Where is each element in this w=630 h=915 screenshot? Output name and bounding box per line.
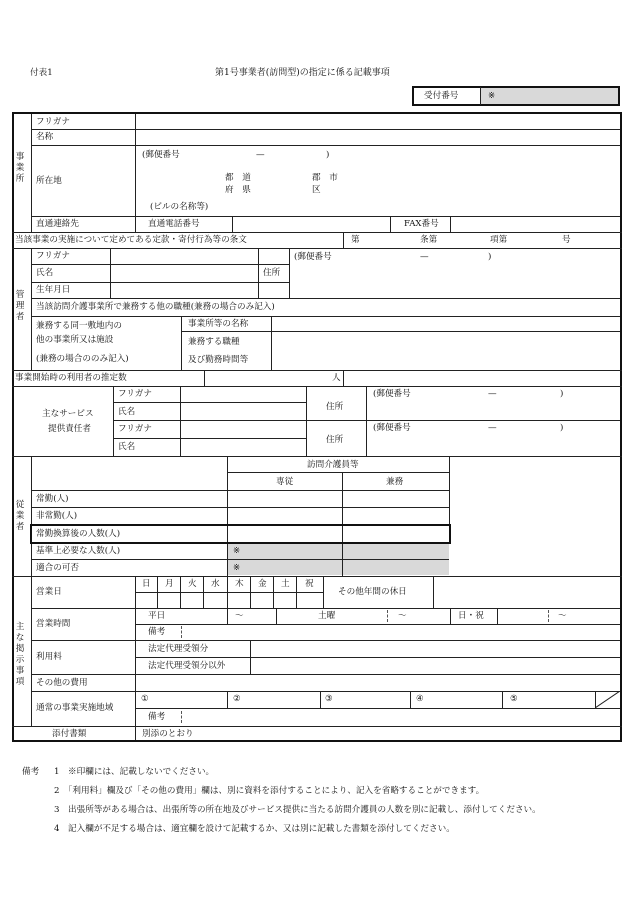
provider-1-postal-close: ): [560, 389, 564, 399]
provider-label-line-2: 提供責任者: [48, 424, 91, 434]
articles-ko: 項第: [490, 235, 508, 245]
day-fri: 金: [258, 579, 267, 589]
day-thu: 木: [235, 579, 244, 589]
office-name-label: 名称: [36, 132, 54, 142]
fee-statutory-label: 法定代理受領分: [148, 644, 209, 654]
provider-2-address-label: 住所: [326, 435, 344, 445]
receipt-shade: [481, 88, 618, 104]
manager-side-label: 管理者: [15, 290, 25, 322]
hours-sunday-label: 日・祝: [458, 611, 484, 621]
manager-office-name-label: 事業所等の名称: [188, 319, 249, 329]
office-city-2: 区: [312, 185, 321, 195]
provider-1-postal-open: (郵便番号: [373, 389, 411, 399]
day-mon: 月: [165, 579, 174, 589]
manager-other-line-1: 兼務する同一敷地内の: [36, 321, 122, 331]
manager-other-line-2: 他の事業所又は施設: [36, 335, 114, 345]
provider-1-furigana-label: フリガナ: [118, 389, 152, 399]
office-postal-close: ): [326, 150, 330, 160]
articles-jo: 条第: [420, 235, 438, 245]
note-line-2: 2 「利用料」欄及び「その他の費用」欄は、別に資料を添付することにより、記入を省略することができます。: [54, 786, 485, 796]
fee-label: 利用料: [36, 652, 62, 662]
manager-postal-dash: —: [420, 252, 429, 262]
manager-postal-close: ): [488, 252, 492, 262]
items-side-label: 主な掲示事項: [15, 622, 25, 687]
staff-side-label: 従業者: [15, 500, 25, 532]
articles-go: 号: [562, 235, 571, 245]
articles-dai: 第: [351, 235, 360, 245]
fee-other-label: 法定代理受領分以外: [148, 661, 226, 671]
provider-1-name-label: 氏名: [118, 407, 136, 417]
estimate-unit: 人: [332, 373, 341, 383]
business-days-label: 営業日: [36, 587, 62, 597]
staff-row-parttime: 非常勤(人): [36, 511, 78, 521]
staff-mark-conformity: ※: [233, 563, 241, 573]
manager-address-label: 住所: [263, 268, 281, 278]
staff-mark-required: ※: [233, 546, 241, 556]
manager-duty-line-1: 兼務する職種: [188, 337, 240, 347]
office-furigana-label: フリガナ: [36, 117, 70, 127]
provider-2-postal-dash: —: [488, 423, 497, 433]
note-line-1: 1 ※印欄には、記載しないでください。: [54, 767, 215, 777]
office-pref-1: 都 道: [225, 173, 251, 183]
office-location-label: 所在地: [36, 176, 62, 186]
office-side-label: 事業所: [15, 152, 25, 184]
hours-remarks-label: 備考: [148, 627, 166, 637]
staff-row-conformity: 適合の可否: [36, 563, 79, 573]
staff-row-fte: 常勤換算後の人数(人): [36, 529, 121, 539]
other-holidays-label: その他年間の休日: [338, 587, 407, 597]
provider-2-name-label: 氏名: [118, 442, 136, 452]
office-direct-phone-label: 直通電話番号: [148, 219, 200, 229]
notes-title: 備考: [22, 767, 40, 777]
manager-name-label: 氏名: [36, 268, 54, 278]
estimate-label: 事業開始時の利用者の推定数: [15, 373, 127, 383]
staff-group-label: 訪問介護員等: [307, 460, 359, 470]
area-4: ④: [416, 694, 424, 704]
office-postal-open: (郵便番号: [142, 150, 180, 160]
hours-weekday-tilde: ～: [235, 611, 244, 621]
hours-saturday-label: 土曜: [318, 611, 336, 621]
hours-sunday-tilde: ～: [558, 611, 567, 621]
office-direct-contact-label: 直通連絡先: [36, 219, 79, 229]
area-5: ⑤: [510, 694, 518, 704]
office-city-1: 郡 市: [312, 173, 338, 183]
area-3: ③: [325, 694, 333, 704]
office-fax-label: FAX番号: [404, 219, 439, 229]
area-diagonal: [595, 691, 620, 708]
attachment-docs-label: 添付書類: [52, 729, 87, 739]
office-building-label: (ビルの名称等): [150, 202, 209, 212]
day-wed: 水: [211, 579, 220, 589]
attachment-label: 付表1: [30, 68, 53, 78]
provider-1-postal-dash: —: [488, 389, 497, 399]
provider-1-address-label: 住所: [326, 402, 344, 412]
receipt-label: 受付番号: [424, 91, 459, 101]
staff-concurrent-header: 兼務: [386, 477, 404, 487]
day-sat: 土: [281, 579, 290, 589]
staff-row-fulltime: 常勤(人): [36, 494, 69, 504]
form-title: 第1号事業者(訪問型)の指定に係る記載事項: [215, 68, 390, 78]
business-hours-label: 営業時間: [36, 619, 71, 629]
manager-duty-line-2: 及び勤務時間等: [188, 355, 249, 365]
hours-saturday-tilde: ～: [398, 611, 407, 621]
area-remarks-label: 備考: [148, 712, 166, 722]
articles-label: 当該事業の実施について定めてある定款・寄付行為等の条文: [15, 235, 247, 245]
staff-row-required: 基準上必要な人数(人): [36, 546, 121, 556]
provider-2-postal-open: (郵便番号: [373, 423, 411, 433]
service-area-label: 通常の事業実施地域: [36, 703, 114, 713]
manager-concurrent-note: 当該訪問介護事業所で兼務する他の職種(兼務の場合のみ記入): [36, 302, 275, 312]
form-table: [12, 112, 622, 742]
hours-weekday-label: 平日: [148, 611, 166, 621]
attachment-docs-value: 別添のとおり: [142, 729, 194, 739]
provider-label-line-1: 主なサービス: [42, 409, 94, 419]
staff-fulltime-header: 専従: [276, 477, 294, 487]
manager-postal-open: (郵便番号: [294, 252, 332, 262]
provider-2-postal-close: ): [560, 423, 564, 433]
area-2: ②: [233, 694, 241, 704]
note-line-3: 3 出張所等がある場合は、出張所等の所在地及びサービス提供に当たる訪問介護員の人数を別に記載し、添付してください。: [54, 805, 541, 815]
day-holiday: 祝: [305, 579, 314, 589]
note-line-4: 4 記入欄が不足する場合は、適宜欄を設けて記載するか、又は別に記載した書類を添付してください。: [54, 824, 455, 834]
day-tue: 火: [188, 579, 197, 589]
manager-birth-label: 生年月日: [36, 285, 71, 295]
provider-2-furigana-label: フリガナ: [118, 424, 152, 434]
office-postal-dash: —: [256, 150, 265, 160]
manager-other-line-3: (兼務の場合ののみ記入): [36, 354, 129, 364]
day-sun: 日: [142, 579, 151, 589]
manager-furigana-label: フリガナ: [36, 251, 70, 261]
office-pref-2: 府 県: [225, 185, 251, 195]
other-cost-label: その他の費用: [36, 678, 88, 688]
area-1: ①: [141, 694, 149, 704]
receipt-mark: ※: [488, 91, 496, 101]
